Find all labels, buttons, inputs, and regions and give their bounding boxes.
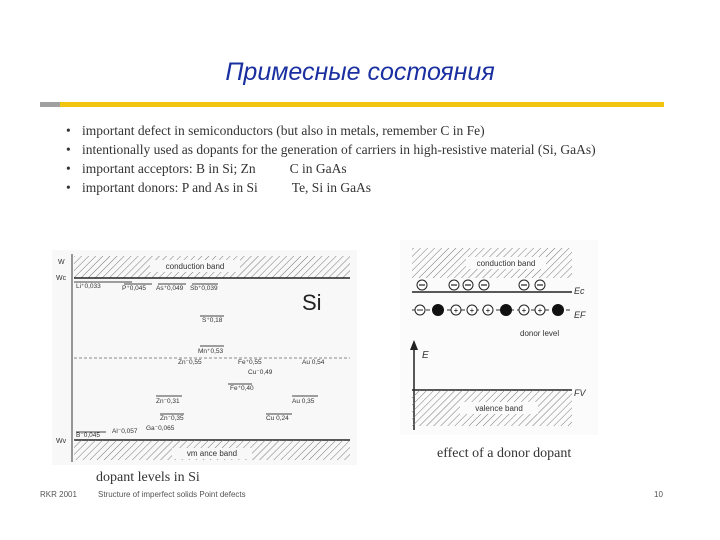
bullet-item — [66, 160, 626, 178]
bullet-item — [66, 179, 626, 197]
bullet-item — [66, 122, 626, 140]
level-label: Zn⁻0,35 — [160, 415, 184, 422]
donor-level-label: donor level — [520, 329, 560, 338]
conduction-band-label: conduction band — [165, 262, 225, 271]
level-label: S⁺0,18 — [202, 317, 223, 324]
level-label: Mn⁺0,53 — [198, 348, 224, 355]
bullet-item — [66, 141, 626, 159]
conduction-band-label: conduction band — [476, 259, 536, 268]
energy-axis-label: E — [422, 350, 429, 361]
footer-left: RKR 2001 — [40, 490, 77, 499]
svg-text:+: + — [521, 306, 527, 315]
bullet-text-right: Te, Si in GaAs — [291, 180, 372, 195]
right-figure-caption: effect of a donor dopant — [437, 446, 572, 461]
dopant-levels-diagram — [52, 250, 357, 465]
valence-band-label: valence band — [475, 404, 523, 413]
material-label: Si — [302, 290, 322, 315]
level-label: B⁻0,045 — [76, 432, 101, 439]
title-underline — [40, 102, 664, 107]
level-label: Cu 0,24 — [266, 415, 289, 422]
bullet-text: important defect in semiconductors (but also in metals, remember C in Fe) — [82, 123, 485, 138]
slide-title: Примесные состояния — [225, 58, 495, 86]
level-label: P⁺0,045 — [122, 285, 147, 292]
donor-effect-diagram — [400, 240, 598, 435]
level-label: Ga⁻0,065 — [146, 425, 175, 432]
level-label: Zn⁻0,31 — [156, 398, 180, 405]
level-label: Cu⁻0,49 — [248, 369, 273, 376]
level-label: Au 0,54 — [302, 359, 325, 366]
ec-label: Ec — [574, 286, 585, 296]
ev-label: FV — [574, 388, 586, 398]
level-label: Fe⁺0,40 — [230, 385, 254, 392]
bullet-text: important acceptors: B in Si; Zn — [82, 161, 256, 176]
donor-effect-figure — [400, 240, 598, 435]
left-figure-caption: dopant levels in Si — [96, 470, 200, 485]
level-label: Au 0,35 — [292, 398, 315, 405]
bullet-list — [66, 122, 626, 198]
level-label: Al⁻0,057 — [112, 428, 138, 435]
level-label: As⁺0,049 — [156, 285, 184, 292]
level-label: Zn⁻0,55 — [178, 359, 202, 366]
axis-wc-label: Wc — [56, 275, 67, 282]
bullet-text-right: C in GaAs — [289, 161, 347, 176]
axis-wv-label: Wv — [56, 438, 67, 445]
page-number: 10 — [654, 490, 663, 499]
valence-band-label: vm ance band — [186, 449, 238, 458]
level-label: Fe⁺0,55 — [238, 359, 262, 366]
footer-middle: Structure of imperfect solids Point defects — [98, 490, 246, 499]
level-label: Sb⁺0,039 — [190, 285, 218, 292]
title-underline-accent — [40, 102, 60, 107]
svg-text:+: + — [469, 306, 475, 315]
axis-w-label: W — [58, 259, 65, 266]
svg-text:+: + — [453, 306, 459, 315]
level-label: Li⁺0,033 — [76, 283, 101, 290]
bullet-text: important donors: P and As in Si — [82, 180, 258, 195]
bullet-text: intentionally used as dopants for the generation of carriers in high-resistive material (Si, GaAs) — [82, 142, 596, 157]
ef-label: EF — [574, 310, 586, 320]
svg-text:+: + — [485, 306, 491, 315]
dopant-levels-figure — [52, 250, 357, 465]
svg-text:+: + — [537, 306, 543, 315]
